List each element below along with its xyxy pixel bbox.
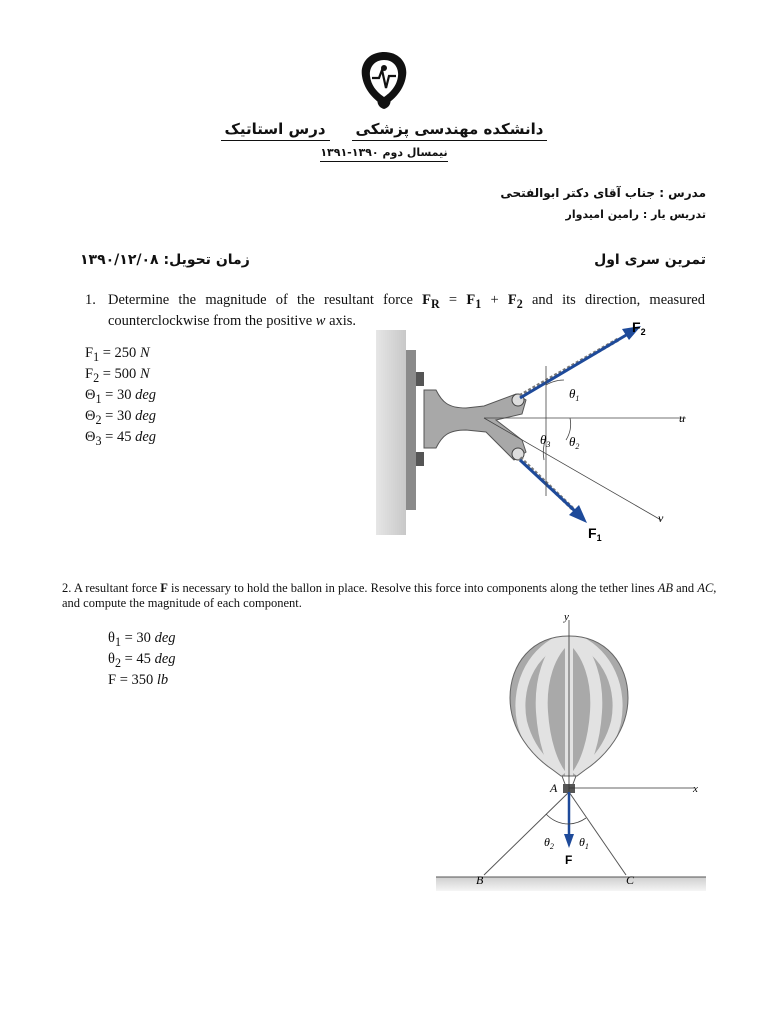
university-logo [356,48,412,110]
mount-plate [406,350,416,510]
f1-label: $F_1$ [588,525,602,543]
v-label: v [658,511,664,525]
u-label: u [679,411,685,425]
b-label: B [476,873,484,887]
faculty-name: دانشکده مهندسی پزشکی [352,120,548,141]
a-label: A [550,781,558,795]
tether-ab [484,792,569,875]
problem-1-values [85,345,156,449]
instructor-line: مدرس : جناب آقای دکتر ابوالفتحی [500,186,706,200]
ta-line: تدریس یار : رامین امیدوار [565,208,706,221]
theta3-label: $\theta_3$ [540,432,551,449]
y-label: y [564,612,569,623]
value-theta1-p2: $\theta_1 = 30$ deg [108,630,176,649]
theta2-label-p2: $\theta_2$ [544,835,554,851]
f-label: F [565,853,573,867]
course-name: درس استاتیک [221,120,330,141]
problem-1-statement: 1. Determine the magnitude of the resultant force $F_R = F_1 + F_2$ and its direction, measured counterclockwise from the positive w axis. [85,292,705,329]
f2-label: $F_2$ [632,319,646,337]
problem-1-number: 1. [85,292,96,308]
problem-2-figure [436,612,706,912]
course-title [0,120,768,138]
c-label: C [626,873,635,887]
tether-ac [569,792,626,875]
problem-1-figure [376,310,696,546]
value-theta3: $\Theta_3 = 45$ deg [85,428,157,448]
value-theta2: $\Theta_2 = 30$ deg [85,407,157,427]
wall [376,330,406,535]
value-f1: $F_1 = 250$ N [85,345,150,364]
f1-arrow [520,460,576,512]
homework-title: تمرین سری اول [594,252,706,268]
semester-line: نیمسال دوم ۱۳۹۰-۱۳۹۱ [0,146,768,159]
theta1-label: $\theta_1$ [569,386,580,403]
value-f2: $F_2 = 500$ N [85,365,150,385]
problem-2-values [108,630,176,689]
problem-2-statement: 2. A resultant force F is necessary to hold the ballon in place. Resolve this force into components along the tether lines AB and AC, and compute the magnitude of each component. [62,581,717,610]
x-label: x [693,783,698,795]
value-theta1: $\Theta_1 = 30$ deg [85,386,157,406]
value-theta2-p2: $\theta_2 = 45$ deg [108,650,176,670]
due-date: زمان تحویل: ۱۳۹۰/۱۲/۰۸ [80,252,250,268]
theta2-label: $\theta_2$ [569,434,580,451]
bracket [424,390,526,460]
theta1-label-p2: $\theta_1$ [579,835,589,851]
value-force-p2: F = 350 lb [108,671,169,688]
